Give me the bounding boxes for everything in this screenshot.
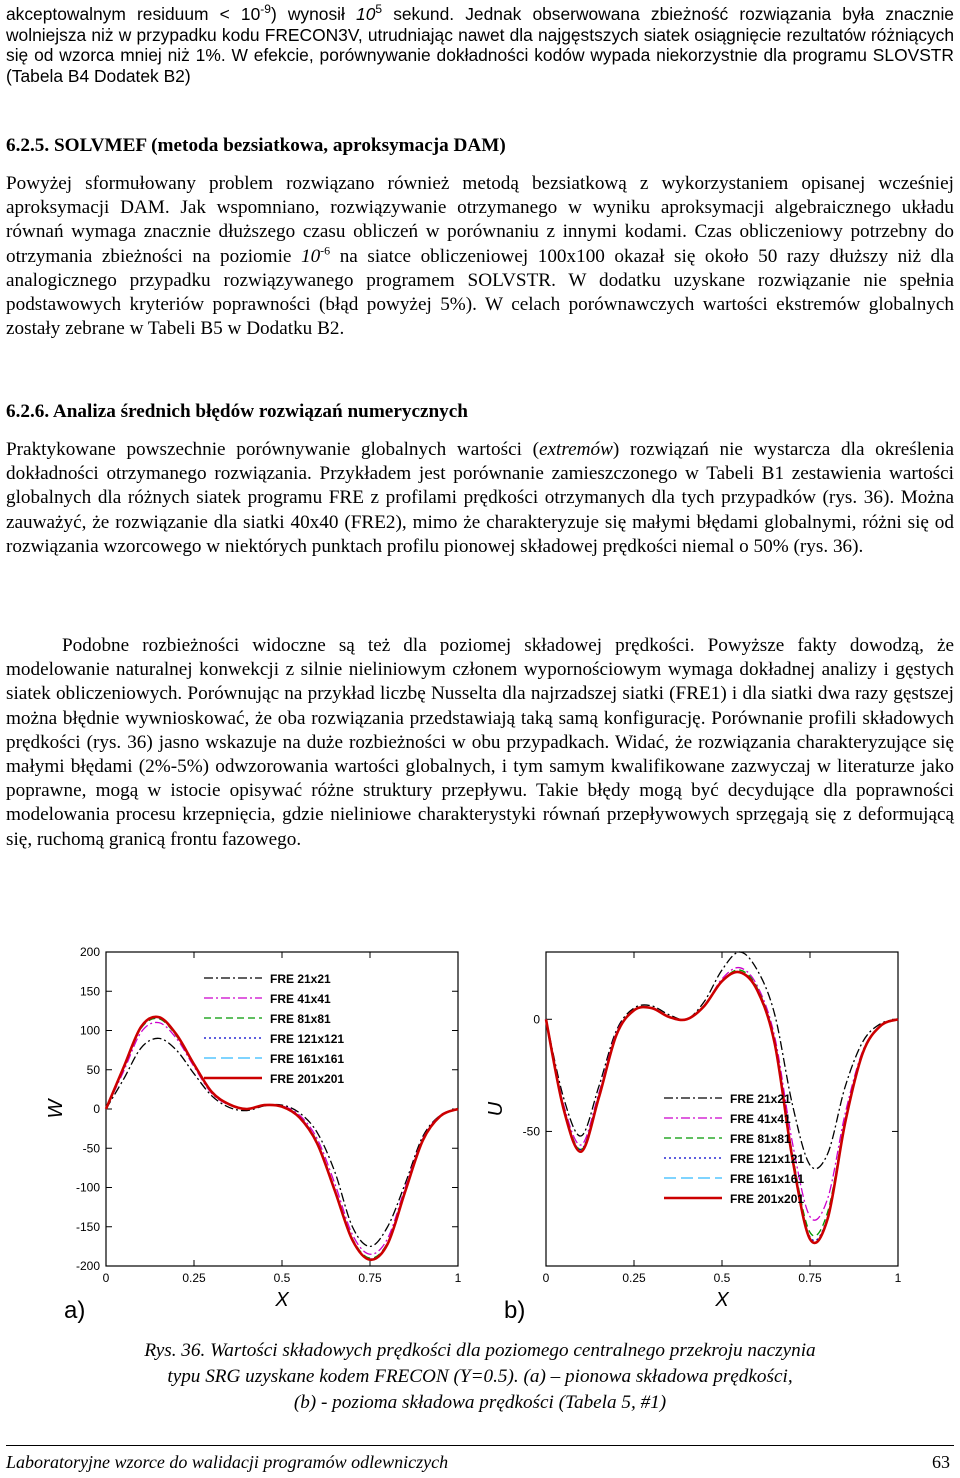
plot-frame bbox=[546, 952, 898, 1266]
x-tick-label: 0.25 bbox=[182, 1271, 206, 1285]
legend-label: FRE 121x121 bbox=[270, 1032, 345, 1046]
y-tick-label: 200 bbox=[79, 945, 100, 959]
y-tick-label: 150 bbox=[79, 984, 100, 999]
legend-label: FRE 41x41 bbox=[730, 1112, 791, 1126]
y-tick-label: 50 bbox=[86, 1062, 100, 1077]
y-tick-label: 100 bbox=[79, 1023, 100, 1038]
series-line bbox=[546, 952, 898, 1169]
x-axis-label: X bbox=[275, 1289, 289, 1311]
panel-label: a) bbox=[64, 1297, 86, 1324]
x-tick-label: 0 bbox=[102, 1271, 110, 1285]
text-run: ) wynosił bbox=[270, 4, 357, 24]
x-tick-label: 0.75 bbox=[798, 1271, 822, 1285]
x-tick-label: 1 bbox=[454, 1271, 462, 1285]
y-tick-label: 0 bbox=[93, 1102, 100, 1116]
x-tick-label: 0 bbox=[542, 1271, 550, 1285]
section-heading-626: 6.2.6. Analiza średnich błędów rozwiązań numerycznych bbox=[6, 401, 468, 422]
series-line bbox=[546, 972, 898, 1241]
y-tick-label: -100 bbox=[75, 1180, 100, 1195]
legend-label: FRE 121x121 bbox=[730, 1152, 805, 1166]
paragraph-625 bbox=[6, 172, 954, 341]
text-run: extremów bbox=[539, 439, 613, 460]
legend-label: FRE 21x21 bbox=[270, 972, 331, 986]
y-tick-label: -50 bbox=[522, 1124, 540, 1139]
y-tick-label: -200 bbox=[75, 1259, 100, 1273]
panel-label: b) bbox=[504, 1297, 526, 1324]
series-line bbox=[546, 970, 898, 1236]
x-tick-label: 0.5 bbox=[713, 1271, 731, 1285]
series-line bbox=[106, 1038, 458, 1246]
section-heading-625: 6.2.5. SOLVMEF (metoda bezsiatkowa, aproksymacja DAM) bbox=[6, 135, 506, 156]
x-tick-label: 0.75 bbox=[358, 1271, 382, 1285]
legend-label: FRE 201x201 bbox=[270, 1072, 345, 1086]
page-number: 63 bbox=[932, 1452, 950, 1472]
caption-line: (b) - pozioma składowa prędkości (Tabela 5, #1) bbox=[293, 1392, 667, 1413]
text-run: ) rozwiązań nie wystarcza dla określenia dokładności otrzymanego rozwiązania. Przykładem jest porównanie zamieszczonego w Tabeli B1 zestawienia wartości globalnych dla różnych siatek programu FRE z profilami prędkości otrzymanych dla tych przypadków (rys. 36). Można zauważyć, że rozwiązanie dla siatki 40x40 (FRE2), mimo że charakteryzuje się małymi błędami globalnymi, różni się od rozwiązania wzorcowego w niektórych punktach profilu pionowej składowej prędkości niemal o 50% (rys. 36). bbox=[6, 439, 954, 557]
superscript: -9 bbox=[260, 2, 271, 17]
x-tick-label: 1 bbox=[894, 1271, 902, 1285]
legend-label: FRE 161x161 bbox=[730, 1172, 805, 1186]
page-footer bbox=[6, 1445, 954, 1473]
series-line bbox=[546, 972, 898, 1243]
text-run: 10 bbox=[300, 245, 321, 267]
y-tick-label: -150 bbox=[75, 1219, 100, 1234]
series-line bbox=[546, 972, 898, 1243]
paragraph-626-1 bbox=[6, 438, 954, 559]
text-run: na siatce obliczeniowej 100x100 okazał się około 50 razy dłuższy niż dla analogicznego przypadku rozwiązywanego programem SOLVSTR. W dodatku uzyskane rozwiązanie nie spełnia podstawowych kryteriów poprawności (błąd powyżej 5%). W celach porównawczych wartości ekstremów globalnych zostały zebrane w Tabeli B5 w Dodatku B2. bbox=[6, 245, 954, 340]
x-tick-label: 0.5 bbox=[273, 1271, 291, 1285]
y-axis-label: W bbox=[45, 1099, 67, 1119]
text-run: Praktykowane powszechnie porównywanie globalnych wartości ( bbox=[6, 439, 539, 460]
legend-label: FRE 21x21 bbox=[730, 1092, 791, 1106]
legend-label: FRE 201x201 bbox=[730, 1192, 805, 1206]
caption-line: typu SRG uzyskane kodem FRECON (Y=0.5). (a) – pionowa składowa prędkości, bbox=[167, 1366, 793, 1387]
x-axis-label: X bbox=[715, 1289, 729, 1311]
paragraph-626-2: Podobne rozbieżności widoczne są też dla poziomej składowej prędkości. Powyższe fakty dowodzą, że modelowanie naturalnej konwekcji z silnie nieliniowym członem wypornościowym wymaga dokładnej analizy i gęstych siatek obliczeniowych. Porównując na przykład liczbę Nusselta dla najrzadszej siatki (FRE1) i dla siatki dwa razy gęstszej można błędnie wywnioskować, że oba rozwiązania przedstawiają taką samą konfigurację. Porównanie profili składowych prędkości (rys. 36) jasno wskazuje na duże rozbieżności w obu przypadkach. Widać, że rozwiązania charakteryzujące się małymi błędami (2%-5%) odwzorowania wartości globalnych, i tym samym kwalifikowane zazwyczaj w literaturze jako poprawne, mogą w istocie opisywać różne struktury przepływu. Takie błędy mogą być decydujące dla poprawności modelowania procesu krzepnięcia, gdzie nieliniowe charakterystyki równań przepływowych sprzęgają się z deformującą się, ruchomą granicą frontu fazowego. bbox=[6, 635, 954, 850]
y-axis-label: U bbox=[485, 1101, 507, 1117]
superscript: -6 bbox=[320, 243, 331, 258]
legend-label: FRE 41x41 bbox=[270, 992, 331, 1006]
footer-title: Laboratoryjne wzorce do walidacji programów odlewniczych bbox=[6, 1452, 449, 1472]
text-run: Powyżej sformułowany problem rozwiązano również metodą bezsiatkową z wykorzystaniem opisanej wcześniej aproksymacji DAM. Jak wspomniano, rozwiązywanie otrzymanego w wyniku aproksymacji algebraicznego układu równań wymaga znacznie dłuższego czasu obliczeń w porównaniu z innymi kodami. Czas obliczeniowy potrzebny do otrzymania zbieżności na poziomie bbox=[6, 173, 954, 267]
x-tick-label: 0.25 bbox=[622, 1271, 646, 1285]
legend-label: FRE 81x81 bbox=[270, 1012, 331, 1026]
superscript: 5 bbox=[375, 2, 383, 17]
y-tick-label: 0 bbox=[533, 1012, 540, 1027]
text-run: akceptowalnym residuum < 10 bbox=[6, 4, 261, 24]
text-run: sekund. Jednak obserwowana zbieżność rozwiązania była znacznie wolniejsza niż w przypadku kodu FRECON3V, utrudniając nawet dla najgęstszych siatek osiągnięcie rezultatów różniących się od wzorca mniej niż 1%. W efekcie, porównywanie dokładności kodów wypada niekorzystnie dla programu SLOVSTR (Tabela B4 Dodatek B2) bbox=[6, 4, 954, 86]
legend-label: FRE 161x161 bbox=[270, 1052, 345, 1066]
y-tick-label: -50 bbox=[82, 1141, 100, 1156]
paragraph-continuation bbox=[6, 4, 954, 86]
figure-36 bbox=[45, 938, 914, 1324]
chart-b bbox=[485, 938, 914, 1324]
figure-caption bbox=[20, 1338, 940, 1416]
text-run: 10 bbox=[356, 4, 376, 24]
legend-label: FRE 81x81 bbox=[730, 1132, 791, 1146]
chart-a bbox=[45, 938, 474, 1324]
caption-line: Rys. 36. Wartości składowych prędkości dla poziomego centralnego przekroju naczynia bbox=[144, 1340, 816, 1361]
